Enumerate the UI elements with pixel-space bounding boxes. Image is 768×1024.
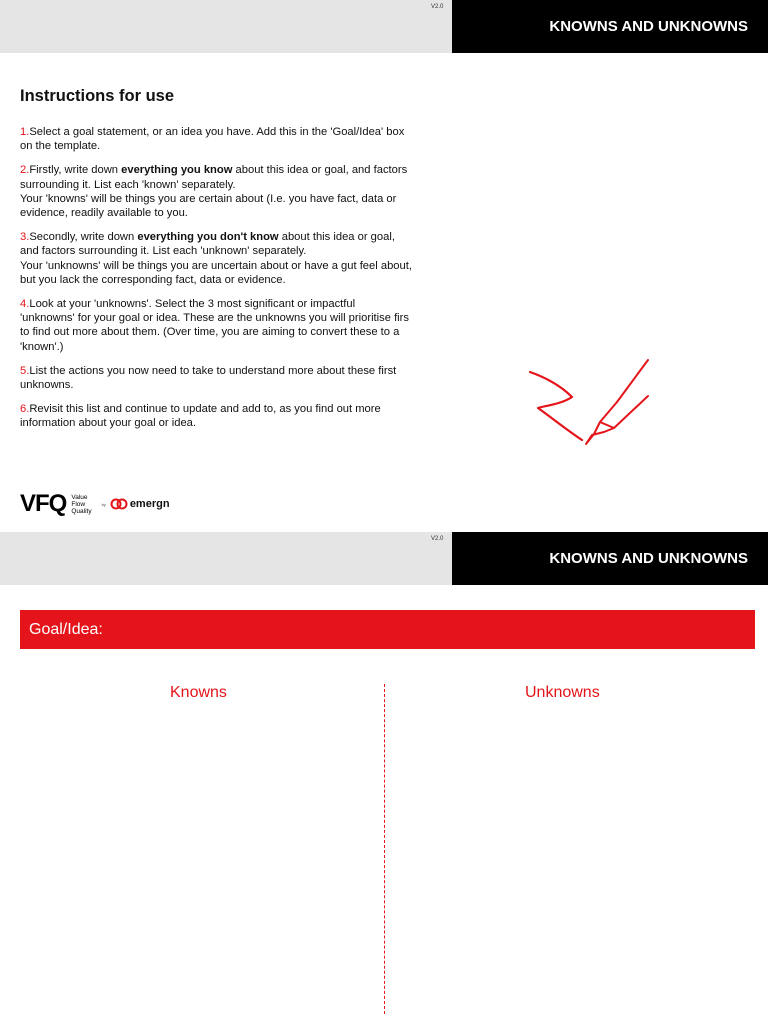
step-number: 2. xyxy=(20,164,30,177)
knowns-heading: Knowns xyxy=(170,684,227,701)
step-number: 6. xyxy=(20,403,30,416)
instruction-step xyxy=(20,230,412,287)
unknowns-heading: Unknowns xyxy=(525,684,600,701)
vfq-tagline-value: Value xyxy=(71,493,88,501)
instruction-step xyxy=(20,125,412,153)
goal-idea-label: Goal/Idea: xyxy=(29,620,103,638)
step-text: about this idea or goal, and factors surrounding it. List each 'known' separately. xyxy=(20,164,408,191)
step-text: List the actions you now need to take to understand more about these first unknowns. xyxy=(20,364,397,392)
step-emphasis: everything you know xyxy=(121,164,233,177)
step-number: 3. xyxy=(20,231,30,244)
version-label-2: V2.0 xyxy=(431,536,444,542)
step-number: 1. xyxy=(20,126,30,138)
slide-title xyxy=(452,0,768,53)
step-text: Revisit this list and continue to update and add to, as you find out more information about your goal or idea. xyxy=(20,403,381,430)
step-text: Secondly, write down xyxy=(29,231,138,244)
step-text: Select a goal statement, or an idea you have. Add this in the 'Goal/Idea' box on the template. xyxy=(20,126,405,153)
step-text: Your 'knowns' will be things you are certain about (I.e. you have fact, data or evidence, readily available to you. xyxy=(20,192,397,220)
step-text: Look at your 'unknowns'. Select the 3 most significant or impactful 'unknowns' for your goal or idea. These are the unknowns you will prioritise firs to find out more about them. (Over time, you are aiming to convert these to a 'known'.) xyxy=(20,298,409,353)
instruction-step xyxy=(20,364,412,392)
version-label: V2.0 xyxy=(431,4,444,10)
step-text: about this idea or goal, and factors surrounding it. List each 'unknown' separately. xyxy=(20,231,395,258)
step-text: Your 'unknowns' will be things you are uncertain about or have a gut feel about, but you lack the corresponding fact, data or evidence. xyxy=(20,259,412,286)
vfq-tagline xyxy=(71,494,91,515)
step-number: 4. xyxy=(20,298,30,311)
by-label: by xyxy=(101,501,106,507)
instruction-step xyxy=(20,402,412,430)
emergn-logo-icon xyxy=(110,498,128,510)
instructions-heading: Instructions for use xyxy=(20,87,175,105)
vfq-logo-text: VFQ xyxy=(20,490,67,517)
pen-drawing-icon xyxy=(522,352,652,452)
step-emphasis: everything you don't know xyxy=(137,231,279,244)
vfq-tagline-flow: Flow xyxy=(71,500,86,508)
step-number: 5. xyxy=(20,364,30,377)
template-slide xyxy=(0,532,768,1024)
goal-idea-box[interactable] xyxy=(20,610,755,649)
slide-title-text: KNOWNS AND UNKNOWNS xyxy=(549,18,748,35)
vfq-emergn-logo xyxy=(20,492,170,516)
slide-title-text-2: KNOWNS AND UNKNOWNS xyxy=(549,550,748,567)
emergn-brand: emergn xyxy=(129,498,170,510)
instruction-steps xyxy=(20,125,412,441)
column-divider xyxy=(384,684,385,1014)
instruction-step xyxy=(20,163,412,220)
step-text: Firstly, write down xyxy=(29,164,122,177)
instruction-step xyxy=(20,297,412,354)
slide-title-2 xyxy=(452,532,768,585)
vfq-tagline-quality: Quality xyxy=(71,507,92,515)
